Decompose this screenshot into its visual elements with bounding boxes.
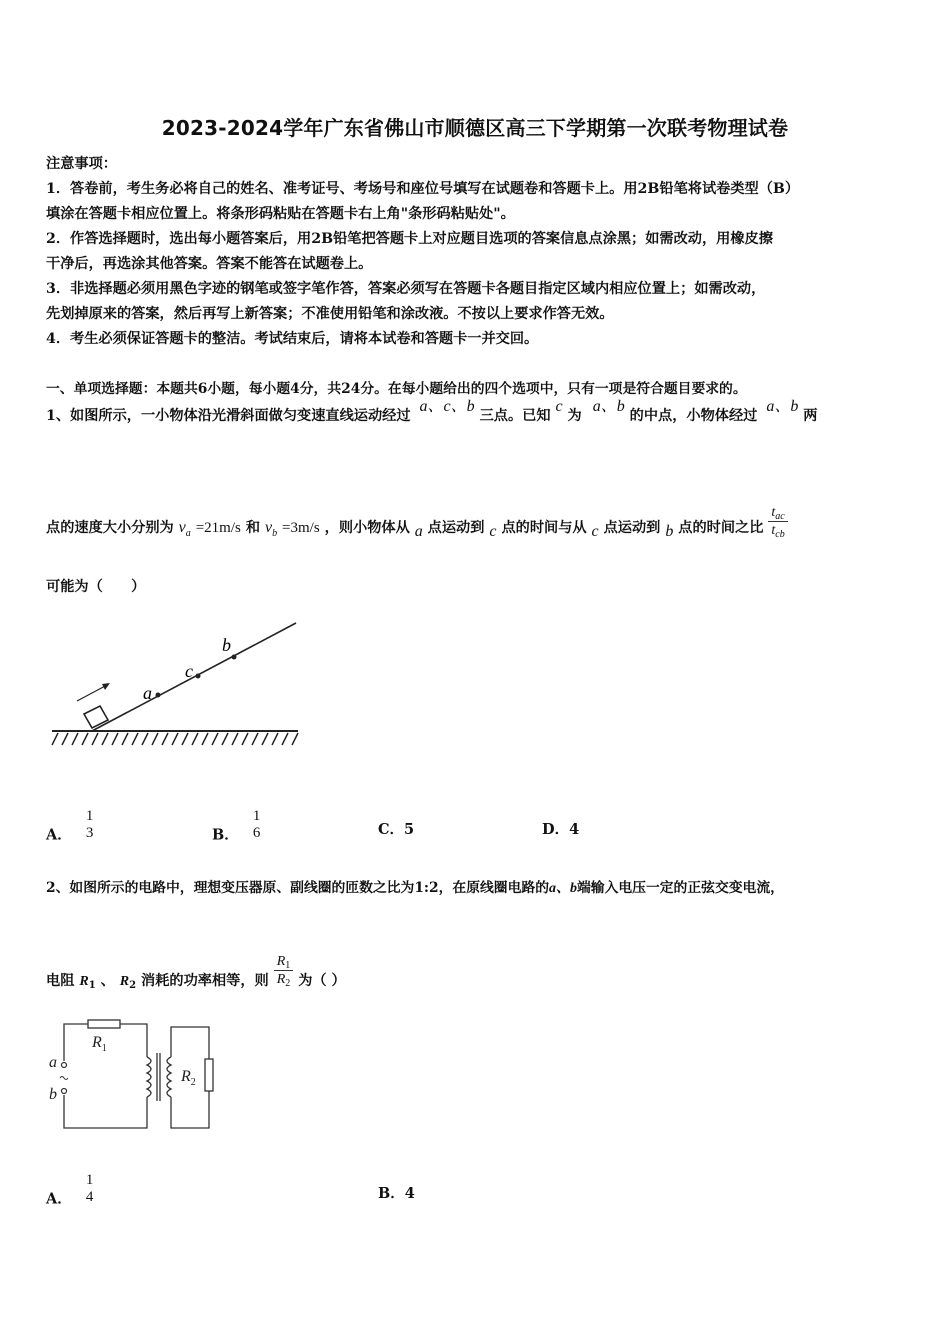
notice-line: 2．作答选择题时，选出每小题答案后，用2B铅笔把答题卡上对应题目选项的答案信息点涂黑；如需改动，用橡皮擦: [46, 231, 773, 247]
resistor-r1: [88, 1020, 120, 1028]
notice-line: 先划掉原来的答案，然后再写上新答案；不准使用铅笔和涂改液。不按以上要求作答无效。: [46, 306, 614, 322]
q2-option-a[interactable]: A． 1 4: [46, 1172, 94, 1208]
terminal-b: [62, 1089, 67, 1094]
notice-line: 干净后，再选涂其他答案。答案不能答在试题卷上。: [46, 256, 373, 272]
terminal-a: [62, 1063, 67, 1068]
notice-line: 3．非选择题必须用黑色字迹的钢笔或签字笔作答，答案必须写在答题卡各题目指定区域内相应位置上；如需改动，: [46, 281, 766, 297]
secondary-coil: [167, 1057, 171, 1097]
q1-ratio-fraction: $\frac{t_{ac}}{t_{cb}}$: [768, 504, 787, 540]
notice-heading: 注意事项：: [46, 156, 117, 172]
resistor-r2: [205, 1059, 213, 1091]
q1-option-c[interactable]: C．5: [378, 821, 415, 838]
label-a: a: [49, 1054, 57, 1071]
q1-stem-line1: 1、如图所示，一小物体沿光滑斜面做匀变速直线运动经过 a、c、b 三点。已知 c 为 a、b 的中点，小物体经过 a、b 两: [46, 398, 818, 424]
notice-line: 1．答卷前，考生务必将自己的姓名、准考证号、考场号和座位号填写在试题卷和答题卡上。用2B铅笔将试卷类型（B）: [46, 181, 800, 197]
incline-surface: [92, 623, 296, 731]
q1-option-a[interactable]: A． 1 3: [46, 808, 94, 844]
label-r1: $R_1$: [92, 1034, 107, 1054]
point-b: [232, 655, 237, 660]
circuit-figure: [44, 1015, 224, 1140]
q1-option-b[interactable]: B． 1 6: [212, 808, 261, 844]
label-b: b: [49, 1086, 57, 1103]
notice-line: 填涂在答题卡相应位置上。将条形码粘贴在答题卡右上角"条形码粘贴处"。: [46, 206, 515, 222]
motion-arrow: [77, 685, 107, 701]
q2-stem-line2: 电阻 $R_1$ 、 $R_2$ 消耗的功率相等，则 $\frac{R_1}{R_2}$ 为（ ）: [46, 954, 346, 991]
q2-stem-line1: 2、如图所示的电路中，理想变压器原、副线圈的匝数之比为1:2，在原线圈电路的a、b端输入电压一定的正弦交变电流，: [46, 880, 784, 896]
label-r2: $R_2$: [181, 1068, 196, 1088]
q1-option-d[interactable]: D．4: [542, 821, 580, 838]
label-b: b: [222, 635, 231, 655]
point-c: [196, 674, 201, 679]
q1-stem-line3: 可能为（ ）: [46, 579, 146, 595]
incline-figure: [48, 615, 308, 750]
q2-ratio-fraction: $\frac{R_1}{R_2}$: [274, 953, 294, 989]
q1-stem-line2: 点的速度大小分别为 $v_a =21m/s$ 和 $v_b =3m/s$ ，则小物体从 a 点运动到 c 点的时间与从 c 点运动到 b 点的时间之比 $\frac{t_{ac}}{t_{cb}}$: [46, 510, 788, 546]
page-title: 2023-2024学年广东省佛山市顺德区高三下学期第一次联考物理试卷: [161, 116, 789, 140]
label-a: a: [143, 683, 152, 703]
notice-line: 4．考生必须保证答题卡的整洁。考试结束后，请将本试卷和答题卡一并交回。: [46, 331, 539, 347]
label-c: c: [185, 661, 193, 681]
primary-coil: [147, 1057, 151, 1097]
ground-hatching: [52, 733, 298, 745]
q2-option-b[interactable]: B．4: [378, 1185, 415, 1202]
section-heading: 一、单项选择题：本题共6小题，每小题4分，共24分。在每小题给出的四个选项中，只有一项是符合题目要求的。: [46, 381, 747, 397]
point-a: [156, 693, 161, 698]
ac-symbol: [60, 1077, 68, 1080]
